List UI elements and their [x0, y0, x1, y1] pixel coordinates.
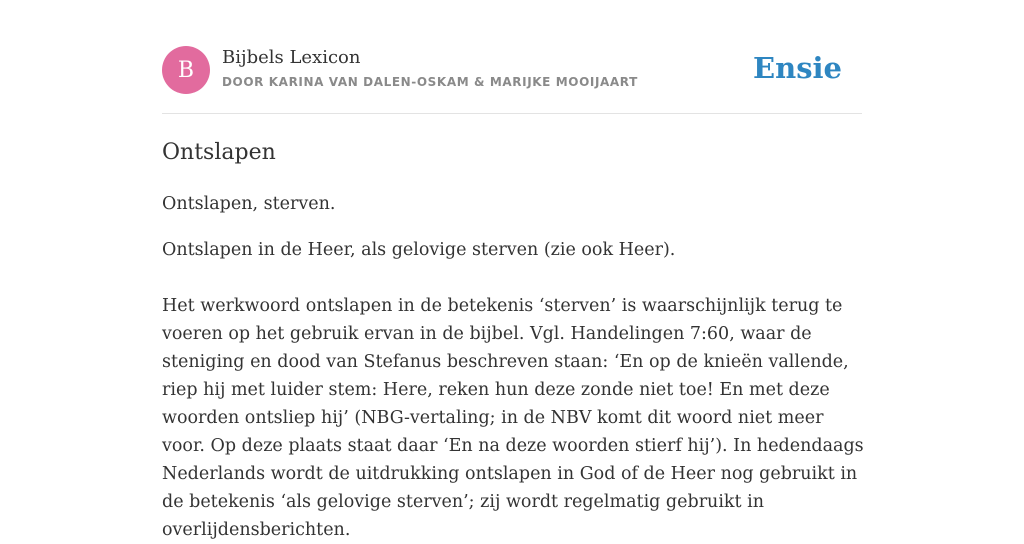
definition-paragraph: Ontslapen, sterven. [162, 194, 336, 214]
explanation-paragraph: Het werkwoord ontslapen in de betekenis ‘sterven’ is waarschijnlijk terug te voeren op het gebruik ervan in de bijbel. Vgl. Handelingen 7:60, waar de steniging en dood van Stefanus beschreven staan: ‘En op de knieën vallende, riep hij met luider stem: Here, reken hun deze zonde niet toe! En met deze woorden ontsliep hij’ (NBG-vertaling; in de NBV komt dit woord niet meer voor. Op deze plaats staat daar ‘En na deze woorden stierf hij’). In hedendaags Nederlands wordt de uitdrukking ontslapen in God of de Heer nog gebruikt in de betekenis ‘als gelovige sterven’; zij wordt regelmatig gebruikt in overlijdensberichten. [162, 296, 864, 540]
authors-byline: DOOR KARINA VAN DALEN-OSKAM & MARIJKE MOOIJAART [222, 75, 638, 89]
book-title[interactable]: Bijbels Lexicon [222, 47, 361, 68]
ensie-logo[interactable]: Ensie [753, 51, 842, 85]
divider [162, 113, 862, 114]
header [162, 46, 862, 96]
definition-paragraph: Ontslapen in de Heer, als gelovige sterven (zie ook Heer). [162, 240, 676, 260]
entry-content [162, 138, 867, 544]
avatar[interactable]: B [162, 46, 210, 94]
entry-title: Ontslapen [162, 140, 276, 165]
